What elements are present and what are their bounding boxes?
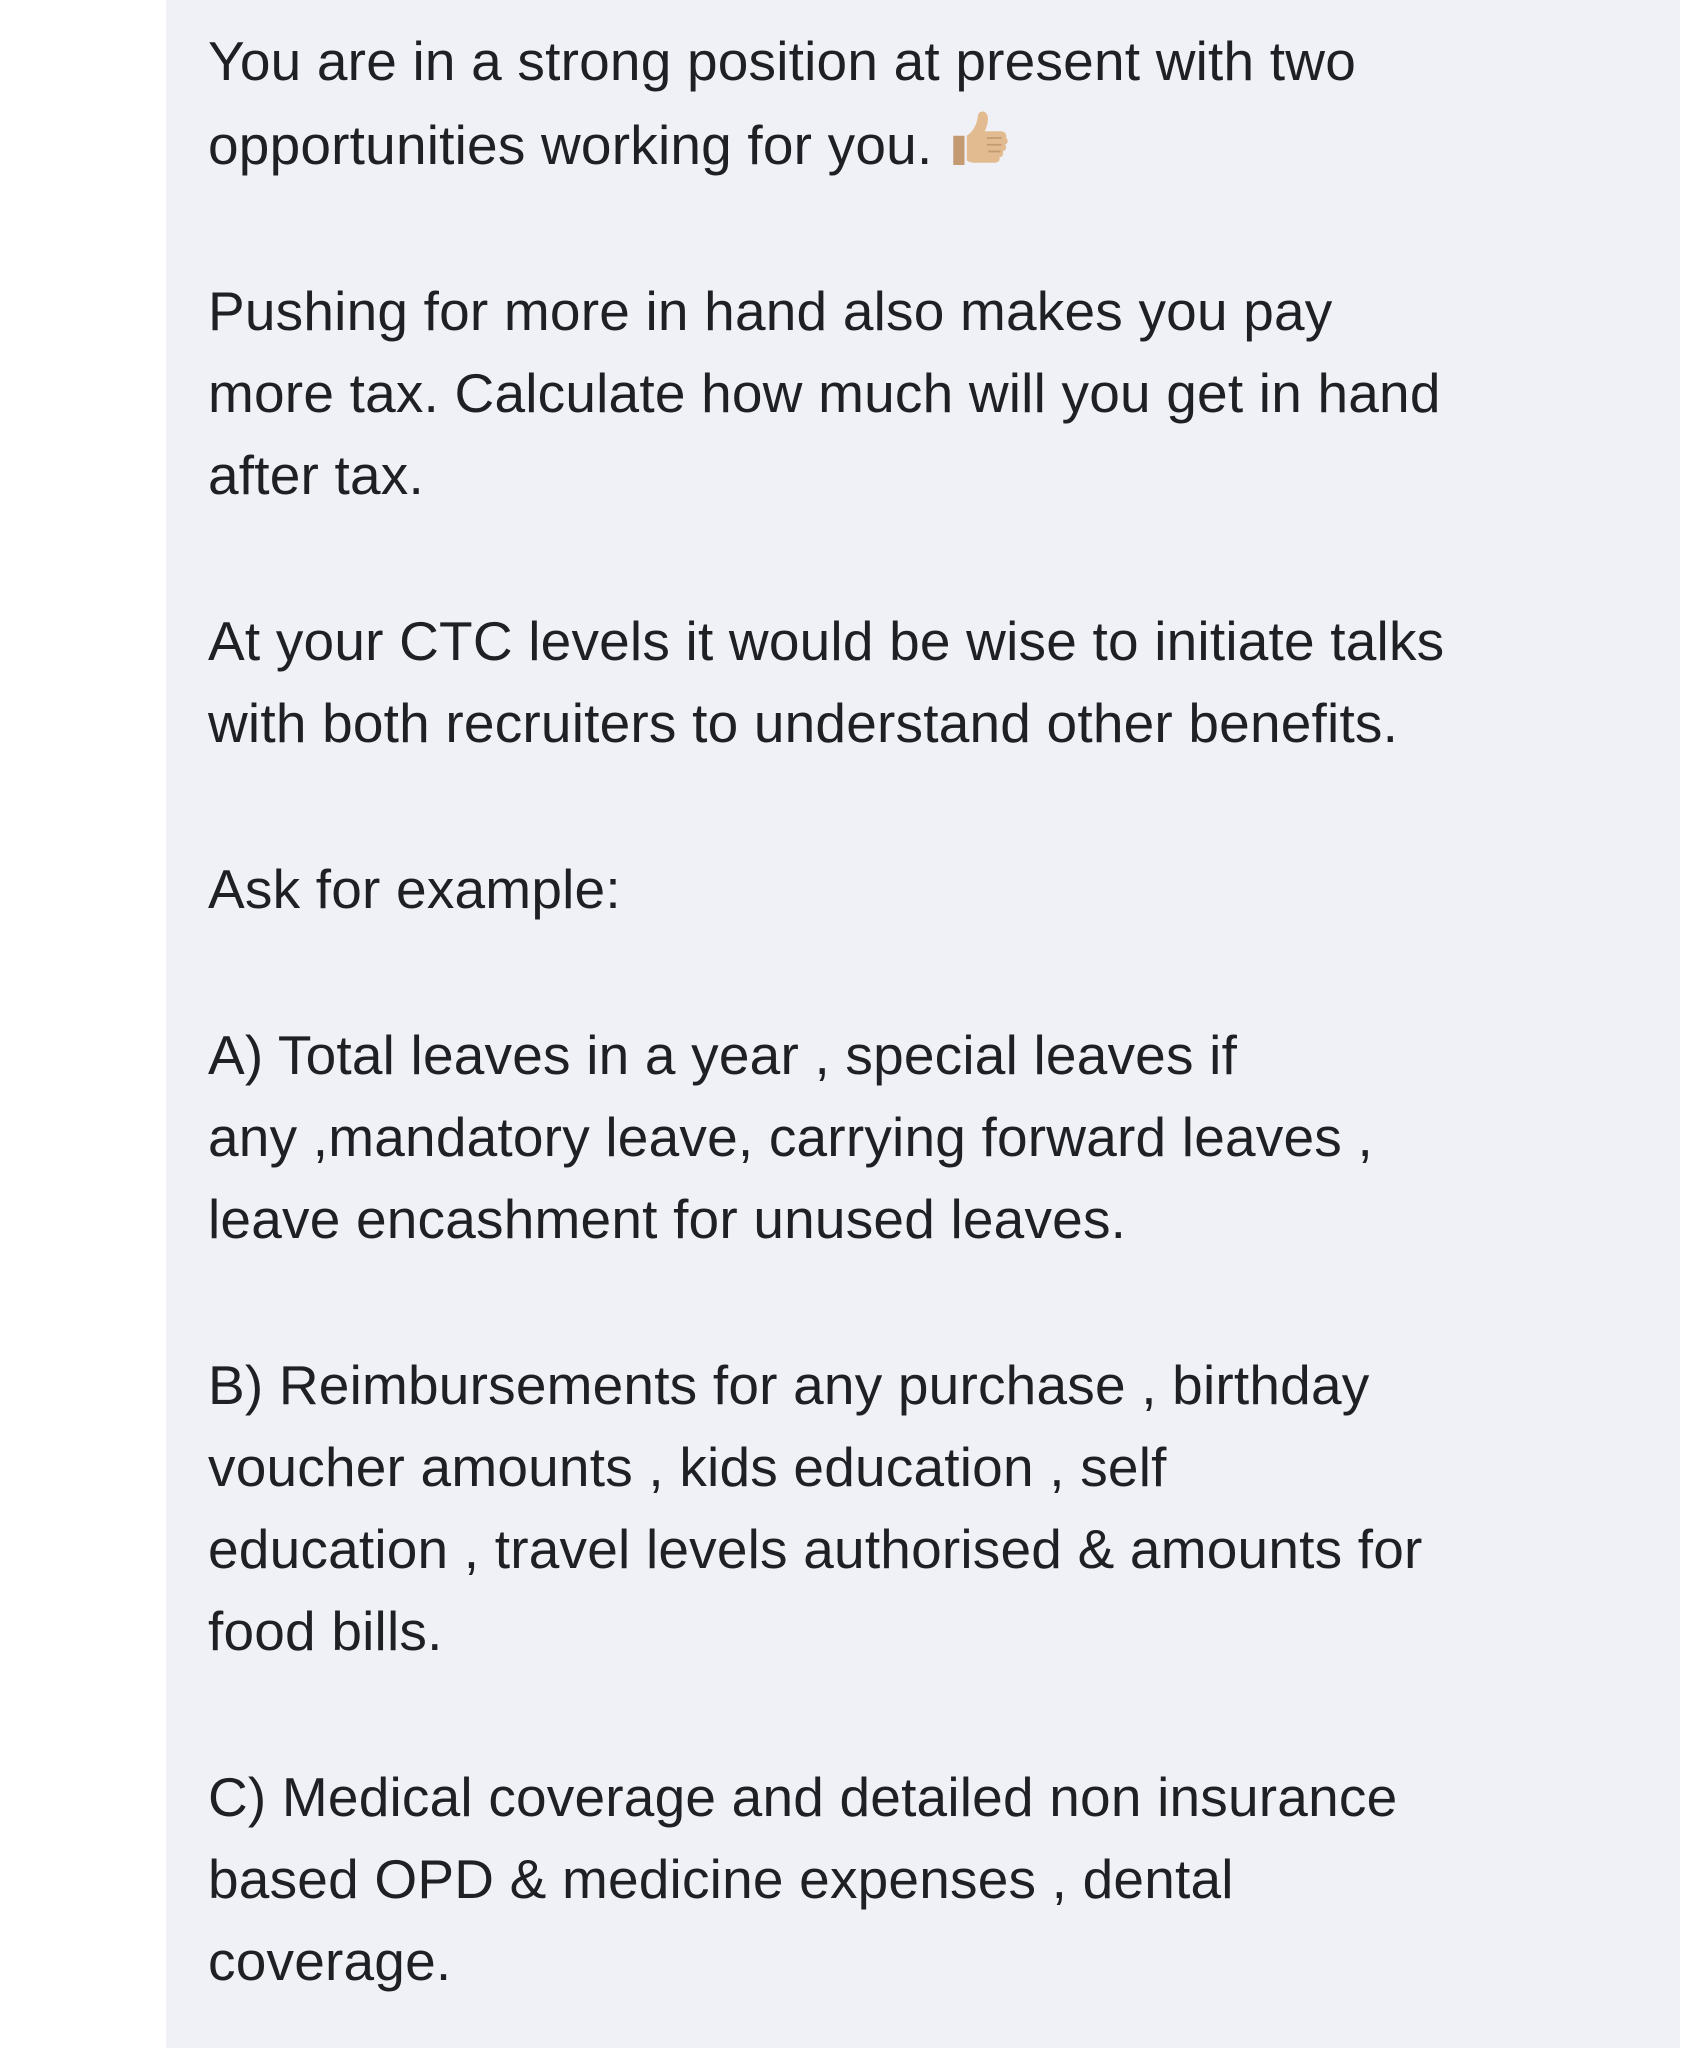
thumbs-up-icon: [942, 102, 1014, 174]
text-line: food bills.: [208, 1600, 443, 1662]
paragraph-reimbursements: [208, 1344, 1658, 1672]
text-line: A) Total leaves in a year , special leaves if: [208, 1024, 1238, 1086]
text-line: opportunities working for you.: [208, 114, 933, 176]
text-line: You are in a strong position at present with two: [208, 30, 1356, 92]
paragraph-intro: [208, 20, 1658, 186]
text-line: Ask for example:: [208, 858, 621, 920]
text-line: after tax.: [208, 444, 424, 506]
text-line: based OPD & medicine expenses , dental: [208, 1848, 1234, 1910]
text-line: leave encashment for unused leaves.: [208, 1188, 1127, 1250]
text-line: At your CTC levels it would be wise to initiate talks: [208, 610, 1445, 672]
text-line: B) Reimbursements for any purchase , birthday: [208, 1354, 1370, 1416]
text-line: Pushing for more in hand also makes you pay: [208, 280, 1333, 342]
text-line: education , travel levels authorised & amounts for: [208, 1518, 1423, 1580]
paragraph-ask: [208, 848, 1658, 930]
text-line: coverage.: [208, 1930, 452, 1992]
paragraph-ctc: [208, 600, 1658, 764]
paragraph-tax: [208, 270, 1658, 516]
text-line: C) Medical coverage and detailed non insurance: [208, 1766, 1398, 1828]
message-text: [208, 20, 1658, 2048]
text-line: voucher amounts , kids education , self: [208, 1436, 1167, 1498]
text-line: any ,mandatory leave, carrying forward leaves ,: [208, 1106, 1373, 1168]
paragraph-medical: [208, 1756, 1658, 2002]
text-line: more tax. Calculate how much will you get in hand: [208, 362, 1441, 424]
text-line-with-emoji: [208, 102, 1658, 186]
text-line: with both recruiters to understand other benefits.: [208, 692, 1399, 754]
paragraph-leaves: [208, 1014, 1658, 1260]
